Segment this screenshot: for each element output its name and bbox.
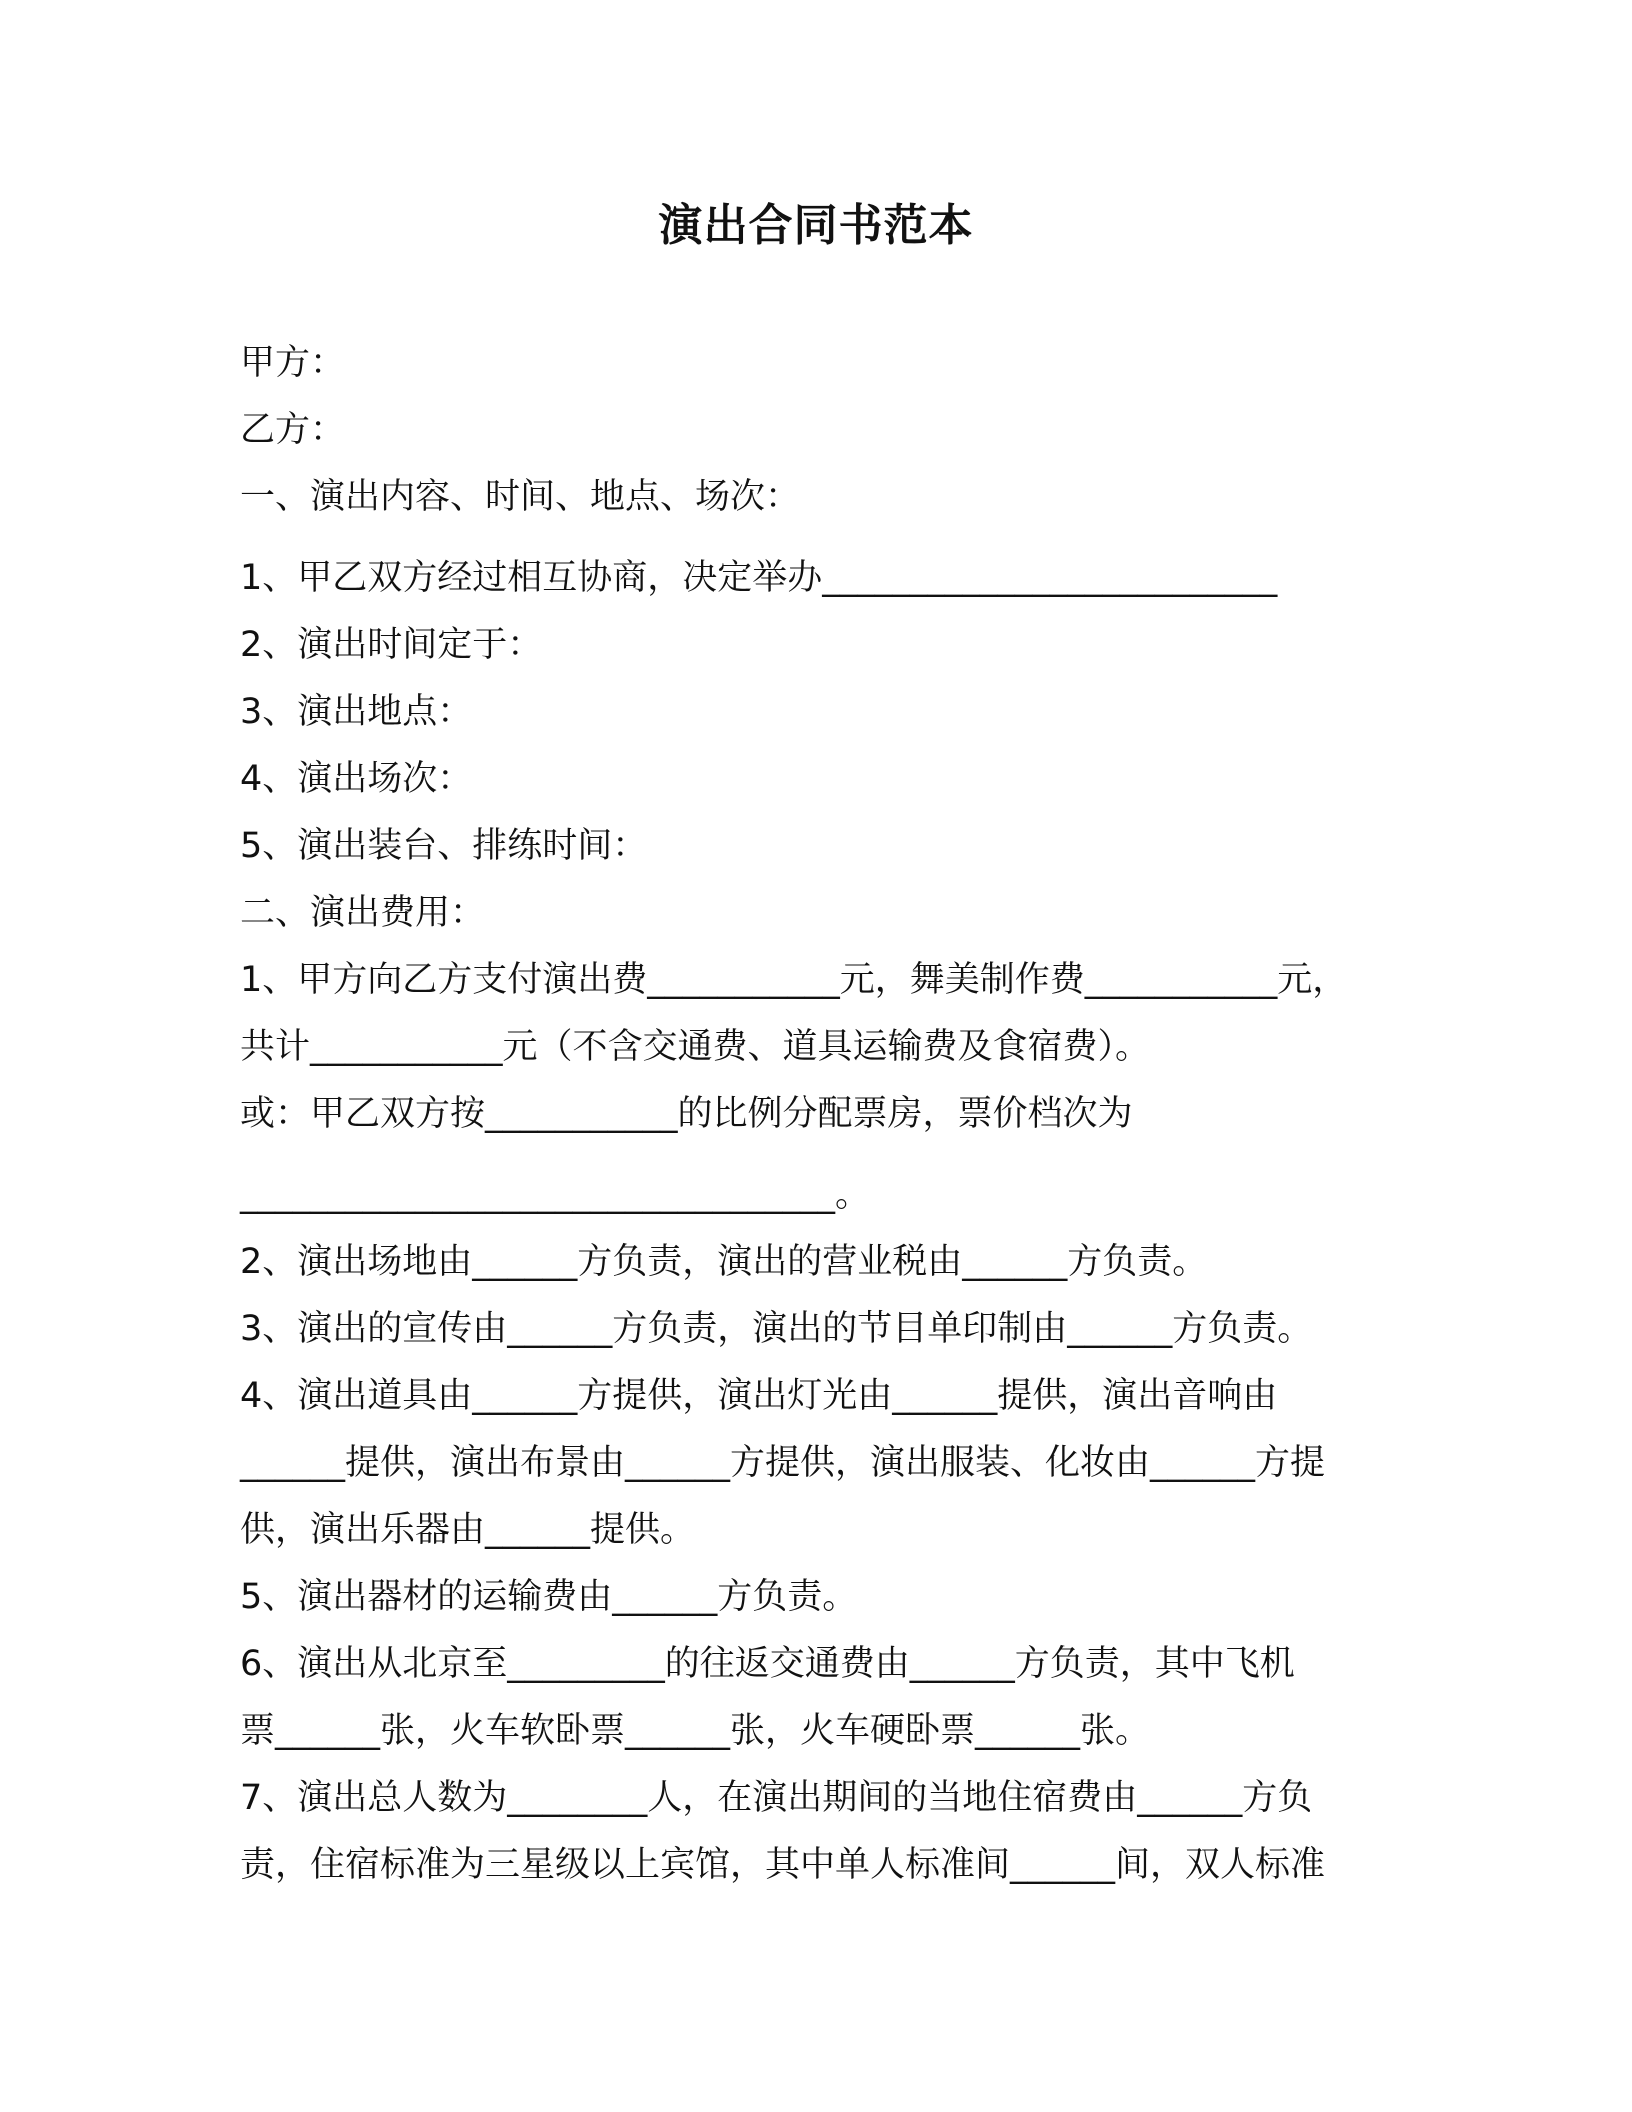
party-b-line: 乙方： bbox=[240, 410, 346, 450]
clause-line: ______提供，演出布景由______方提供，演出服装、化妆由______方提 bbox=[240, 1443, 1326, 1483]
clause-line: 共计___________元（不含交通费、道具运输费及食宿费）。 bbox=[240, 1027, 1151, 1067]
clause-line: 5、演出装台、排练时间： bbox=[240, 826, 648, 866]
clause-line: 3、演出地点： bbox=[240, 692, 473, 732]
clause-line: __________________________________。 bbox=[240, 1175, 871, 1215]
clause-line: 责，住宿标准为三星级以上宾馆，其中单人标准间______间，双人标准 bbox=[240, 1845, 1326, 1885]
clause-line: 4、演出道具由______方提供，演出灯光由______提供，演出音响由 bbox=[240, 1376, 1278, 1416]
clause-line: 或：甲乙双方按___________的比例分配票房，票价档次为 bbox=[240, 1094, 1133, 1134]
contract-body bbox=[240, 330, 1420, 1899]
clause-line: 7、演出总人数为________人，在演出期间的当地住宿费由______方负 bbox=[240, 1778, 1313, 1818]
clause-line: 2、演出时间定于： bbox=[240, 625, 543, 665]
section-heading-performance: 一、演出内容、时间、地点、场次： bbox=[240, 477, 801, 517]
clause-line: 3、演出的宣传由______方负责，演出的节目单印制由______方负责。 bbox=[240, 1309, 1313, 1349]
page-title: 演出合同书范本 bbox=[658, 200, 974, 251]
clause-line: 4、演出场次： bbox=[240, 759, 473, 799]
clause-line: 5、演出器材的运输费由______方负责。 bbox=[240, 1577, 858, 1617]
clause-line: 1、甲方向乙方支付演出费___________元，舞美制作费___________元， bbox=[240, 960, 1348, 1000]
clause-line: 2、演出场地由______方负责，演出的营业税由______方负责。 bbox=[240, 1242, 1208, 1282]
clause-line: 票______张，火车软卧票______张，火车硬卧票______张。 bbox=[240, 1711, 1151, 1751]
section-heading-fees: 二、演出费用： bbox=[240, 893, 486, 933]
clause-line: 6、演出从北京至_________的往返交通费由______方负责，其中飞机 bbox=[240, 1644, 1295, 1684]
party-a-line: 甲方： bbox=[240, 343, 346, 383]
clause-line: 1、甲乙双方经过相互协商，决定举办__________________________ bbox=[240, 558, 1278, 598]
clause-line: 供，演出乐器由______提供。 bbox=[240, 1510, 696, 1550]
